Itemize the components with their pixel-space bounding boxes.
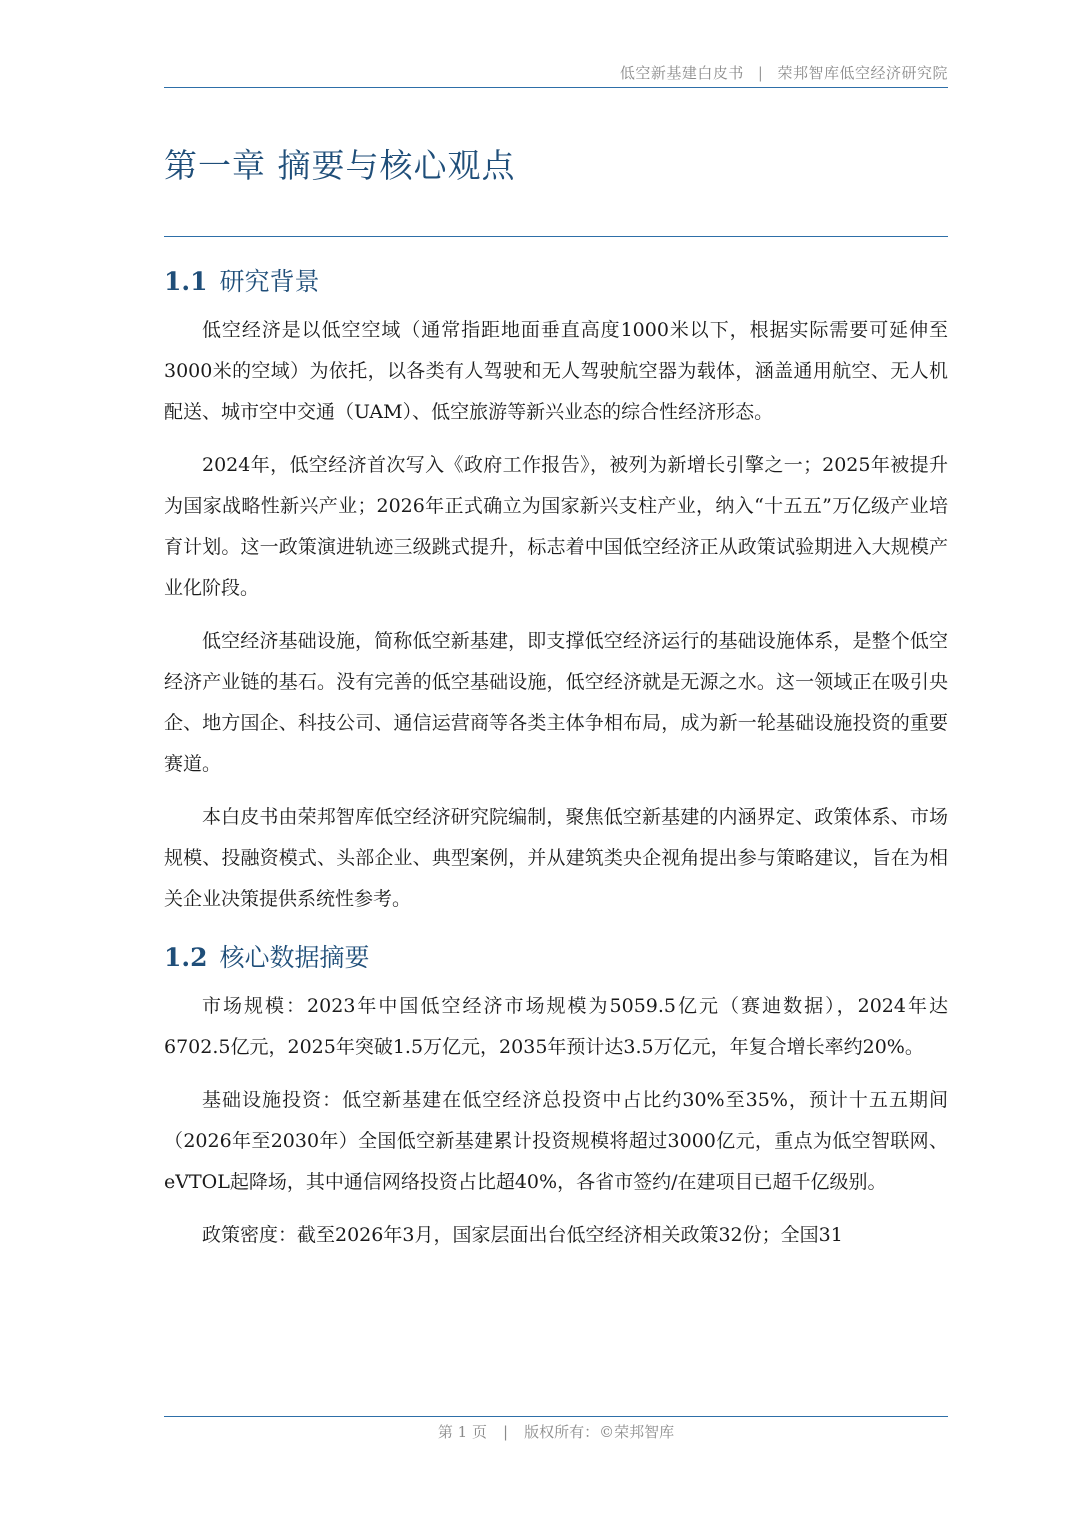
page-footer xyxy=(164,1421,948,1442)
section-heading-1-2 xyxy=(164,934,948,982)
section-number: 1.1 xyxy=(164,267,208,296)
running-header xyxy=(164,62,948,88)
copyright-notice: 版权所有：©荣邦智库 xyxy=(524,1423,675,1441)
header-doc-title: 低空新基建白皮书 xyxy=(619,64,744,82)
paragraph: 本白皮书由荣邦智库低空经济研究院编制，聚焦低空新基建的内涵界定、政策体系、市场规模、投融资模式、头部企业、典型案例，并从建筑类央企视角提出参与策略建议，旨在为相关企业决策提供系统性参考。 xyxy=(164,806,948,910)
header-rule xyxy=(164,87,948,88)
page-number: 第 1 页 xyxy=(437,1423,487,1441)
page-content xyxy=(164,258,948,1268)
footer-rule xyxy=(164,1416,948,1417)
paragraph: 政策密度：截至2026年3月，国家层面出台低空经济相关政策32份；全国31 xyxy=(202,1224,843,1246)
paragraph: 基础设施投资：低空新基建在低空经济总投资中占比约30%至35%，预计十五五期间（2026年至2030年）全国低空新基建累计投资规模将超过3000亿元，重点为低空智联网、eVTOL起降场，其中通信网络投资占比超40%，各省市签约/在建项目已超千亿级别。 xyxy=(164,1089,948,1193)
section-title-text: 研究背景 xyxy=(219,267,320,296)
footer-separator: | xyxy=(503,1423,509,1441)
paragraph: 低空经济是以低空空域（通常指距地面垂直高度1000米以下，根据实际需要可延伸至3000米的空域）为依托，以各类有人驾驶和无人驾驶航空器为载体，涵盖通用航空、无人机配送、城市空中交通（UAM）、低空旅游等新兴业态的综合性经济形态。 xyxy=(164,319,948,423)
paragraph: 2024年，低空经济首次写入《政府工作报告》，被列为新增长引擎之一；2025年被提升为国家战略性新兴产业；2026年正式确立为国家新兴支柱产业，纳入“十五五”万亿级产业培育计划。这一政策演进轨迹三级跳式提升，标志着中国低空经济正从政策试验期进入大规模产业化阶段。 xyxy=(164,454,948,599)
paragraph: 低空经济基础设施，简称低空新基建，即支撑低空经济运行的基础设施体系，是整个低空经济产业链的基石。没有完善的低空基础设施，低空经济就是无源之水。这一领域正在吸引央企、地方国企、科技公司、通信运营商等各类主体争相布局，成为新一轮基础设施投资的重要赛道。 xyxy=(164,630,948,775)
header-separator: | xyxy=(757,64,764,82)
chapter-title: 第一章 摘要与核心观点 xyxy=(164,146,516,185)
section-number: 1.2 xyxy=(164,943,208,972)
header-publisher: 荣邦智库低空经济研究院 xyxy=(777,64,948,82)
section-title-text: 核心数据摘要 xyxy=(219,943,370,972)
chapter-rule xyxy=(164,236,948,237)
paragraph: 市场规模：2023年中国低空经济市场规模为5059.5亿元（赛迪数据），2024年达6702.5亿元，2025年突破1.5万亿元，2035年预计达3.5万亿元，年复合增长率约20%。 xyxy=(164,995,948,1058)
section-heading-1-1 xyxy=(164,258,948,306)
